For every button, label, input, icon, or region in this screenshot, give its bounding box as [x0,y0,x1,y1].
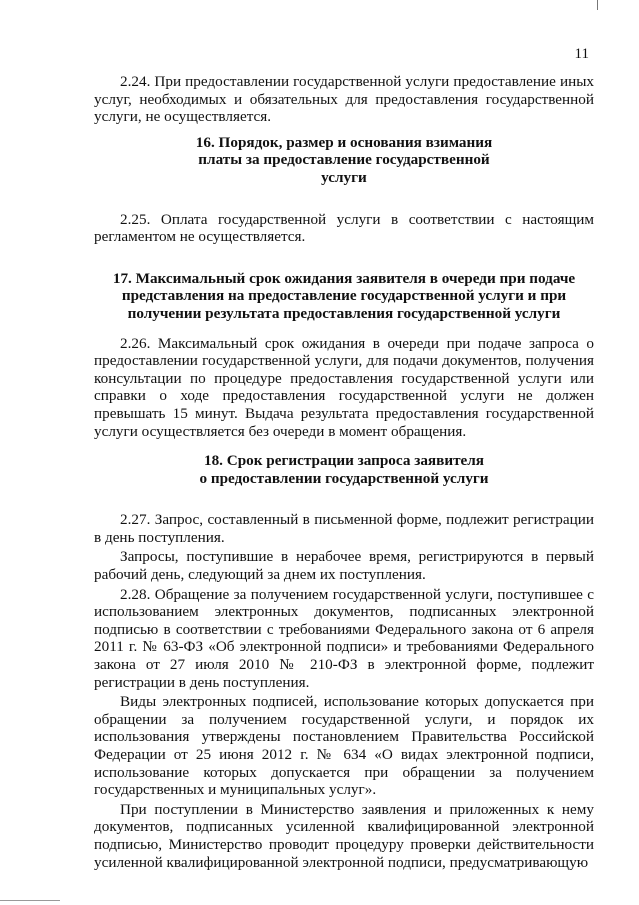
section-heading-16 [94,134,594,187]
heading-line: получении результата предоставления государственной услуги [127,304,561,322]
paragraph-signature-types: Виды электронных подписей, использование которых допускается при обращении за получением государственной услуги, и порядок их использования утверждены постановлением Правительства Российской Федерации от 25 июня 2012 г. № 634 «О видах электронной подписи, использование которых допускается при обращении за получением государственных и муниципальных услуг». [94,693,594,799]
paragraph-2-24: 2.24. При предоставлении государственной услуги предоставление иных услуг, необходимых и обязательных для предоставления государственной услуги, не осуществляется. [94,73,594,126]
scan-artifact-mark [597,0,598,10]
heading-line: 18. Срок регистрации запроса заявителя [203,452,485,470]
paragraph-2-25: 2.25. Оплата государственной услуги в соответствии с настоящим регламентом не осуществляется. [94,210,594,246]
section-heading-18 [94,452,594,487]
heading-line: 16. Порядок, размер и основания взимания [195,133,493,151]
paragraph-2-27: 2.27. Запрос, составленный в письменной форме, подлежит регистрации в день поступления. [94,511,594,546]
heading-line: 17. Максимальный срок ожидания заявителя в очереди при подаче [112,269,576,287]
heading-line: о предоставлении государственной услуги [199,469,489,487]
scan-artifact-line [0,900,60,901]
paragraph-2-28: 2.28. Обращение за получением государственной услуги, поступившее с использованием электронных документов, подписанных электронной подписью в соответствии с требованиями Федерального закона от 6 апреля 2011 г. № 63-ФЗ «Об электронной подписи» и требованиями Федерального закона от 27 июля 2010 № 210-ФЗ в электронной форме, подлежит регистрации в день поступления. [94,585,594,691]
heading-line: представления на предоставление государственной услуги и при [121,287,567,305]
page-number: 11 [574,46,589,62]
section-heading-17 [94,270,594,323]
document-body [94,73,594,871]
paragraph-requests-nonworking-time: Запросы, поступившие в нерабочее время, регистрируются в первый рабочий день, следующий за днем их поступления. [94,548,594,584]
paragraph-2-26: 2.26. Максимальный срок ожидания в очереди при подаче запроса о предоставлении государственной услуги, для подачи документов, получения консультации по процедуре предоставления государственной услуги или справки о ходе предоставления государственной услуги не должен превышать 15 минут. Выдача результата предоставления государственной услуги осуществляется без очереди в момент обращения. [94,334,594,440]
heading-line: услуги [321,168,367,186]
paragraph-signature-verification: При поступлении в Министерство заявления и приложенных к нему документов, подписанных усиленной квалифицированной электронной подписью, Министерство проводит процедуру проверки действительности усиленной квалифицированной электронной подписи, предусматривающую [94,800,594,871]
heading-line: платы за предоставление государственной [198,151,490,169]
